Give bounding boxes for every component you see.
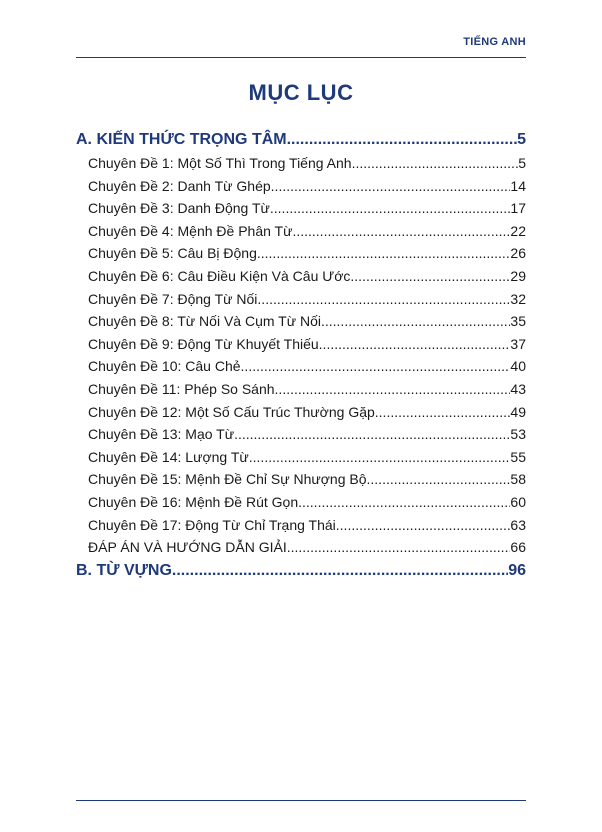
toc-page-number: 43 [510, 380, 526, 397]
toc-entry-row[interactable] [76, 468, 526, 491]
toc-entry-row[interactable] [76, 355, 526, 378]
dot-leader [350, 265, 510, 288]
toc-entry-row[interactable] [76, 536, 526, 559]
toc-page-number: 5 [517, 131, 526, 148]
page-title: MỤC LỤC [248, 80, 354, 105]
dot-leader [257, 288, 510, 311]
toc-entry-row[interactable] [76, 446, 526, 469]
toc-section-title: B. TỪ VỰNG [76, 561, 172, 579]
toc-page-number: 5 [518, 155, 526, 171]
toc-entry-row[interactable] [76, 423, 526, 446]
dot-leader [367, 468, 511, 491]
toc-entry-title: Chuyên Đề 4: Mệnh Đề Phân Từ [88, 222, 293, 239]
toc-page-number: 58 [510, 471, 526, 488]
dot-leader [249, 446, 511, 469]
dot-leader [172, 559, 508, 583]
dot-leader [292, 220, 510, 243]
dot-leader [336, 514, 511, 537]
toc-entry-title: Chuyên Đề 2: Danh Từ Ghép [88, 177, 271, 194]
dot-leader [270, 197, 511, 220]
toc-page-number: 66 [510, 539, 526, 556]
toc-section-row[interactable] [76, 559, 526, 583]
toc-page-number: 96 [508, 561, 526, 579]
dot-leader [319, 333, 511, 356]
toc-entry-row[interactable] [76, 175, 526, 198]
dot-leader [257, 242, 511, 265]
toc-page-number: 22 [510, 222, 526, 239]
toc-entry-title: Chuyên Đề 9: Động Từ Khuyết Thiếu [88, 335, 319, 352]
toc-entry-row[interactable] [76, 288, 526, 311]
table-of-contents [76, 128, 526, 583]
toc-page-number: 26 [510, 245, 526, 262]
toc-section-title: A. KIẾN THỨC TRỌNG TÂM [76, 131, 287, 148]
toc-entry-title: Chuyên Đề 10: Câu Chẻ [88, 358, 241, 375]
toc-entry-row[interactable] [76, 491, 526, 514]
dot-leader [375, 401, 511, 424]
toc-page-number: 29 [510, 267, 526, 284]
dot-leader [234, 423, 510, 446]
dot-leader [287, 128, 518, 152]
toc-entry-title: Chuyên Đề 8: Từ Nối Và Cụm Từ Nối [88, 313, 321, 330]
toc-entry-row[interactable] [76, 333, 526, 356]
toc-entry-title: Chuyên Đề 6: Câu Điều Kiện Và Câu Ước [88, 267, 351, 284]
toc-entry-row[interactable] [76, 220, 526, 243]
header-divider [76, 57, 526, 58]
toc-entry-title: Chuyên Đề 15: Mệnh Đề Chỉ Sự Nhượng Bộ [88, 471, 367, 488]
toc-entry-title: Chuyên Đề 5: Câu Bị Động [88, 245, 257, 262]
dot-leader [298, 491, 510, 514]
toc-entry-title: Chuyên Đề 17: Động Từ Chỉ Trạng Thái [88, 516, 336, 533]
dot-leader [321, 310, 510, 333]
toc-entry-title: Chuyên Đề 11: Phép So Sánh [88, 380, 275, 397]
toc-page-number: 40 [510, 358, 526, 375]
running-header: TIẾNG ANH [463, 36, 526, 48]
toc-page-number: 14 [510, 177, 526, 194]
toc-entry-title: ĐÁP ÁN VÀ HƯỚNG DẪN GIẢI [88, 539, 287, 556]
toc-entry-row[interactable] [76, 401, 526, 424]
toc-entry-row[interactable] [76, 152, 526, 175]
toc-page-number: 17 [510, 200, 526, 217]
toc-entry-title: Chuyên Đề 12: Một Số Cấu Trúc Thường Gặp [88, 403, 375, 420]
toc-page-number: 63 [510, 516, 526, 533]
toc-page-number: 53 [510, 426, 526, 443]
toc-entry-title: Chuyên Đề 14: Lượng Từ [88, 448, 249, 465]
toc-entry-row[interactable] [76, 197, 526, 220]
toc-entry-title: Chuyên Đề 3: Danh Động Từ [88, 200, 270, 217]
toc-entry-row[interactable] [76, 242, 526, 265]
dot-leader [271, 175, 511, 198]
toc-entry-row[interactable] [76, 265, 526, 288]
toc-entry-row[interactable] [76, 514, 526, 537]
toc-entry-title: Chuyên Đề 1: Một Số Thì Trong Tiếng Anh [88, 155, 352, 171]
toc-entry-row[interactable] [76, 378, 526, 401]
toc-entry-title: Chuyên Đề 13: Mạo Từ [88, 426, 235, 443]
toc-page-number: 55 [510, 448, 526, 465]
dot-leader [287, 536, 511, 559]
dot-leader [275, 378, 511, 401]
dot-leader [352, 152, 519, 175]
toc-page-number: 60 [510, 493, 526, 510]
toc-page-number: 49 [510, 403, 526, 420]
toc-entry-row[interactable] [76, 310, 526, 333]
footer-divider [76, 800, 526, 801]
toc-entry-title: Chuyên Đề 16: Mệnh Đề Rút Gọn [88, 493, 299, 510]
toc-section-row[interactable] [76, 128, 526, 152]
toc-page-number: 35 [510, 313, 526, 330]
toc-entry-title: Chuyên Đề 7: Động Từ Nối [88, 290, 258, 307]
toc-page-number: 32 [510, 290, 526, 307]
dot-leader [241, 355, 511, 378]
toc-page-number: 37 [510, 335, 526, 352]
